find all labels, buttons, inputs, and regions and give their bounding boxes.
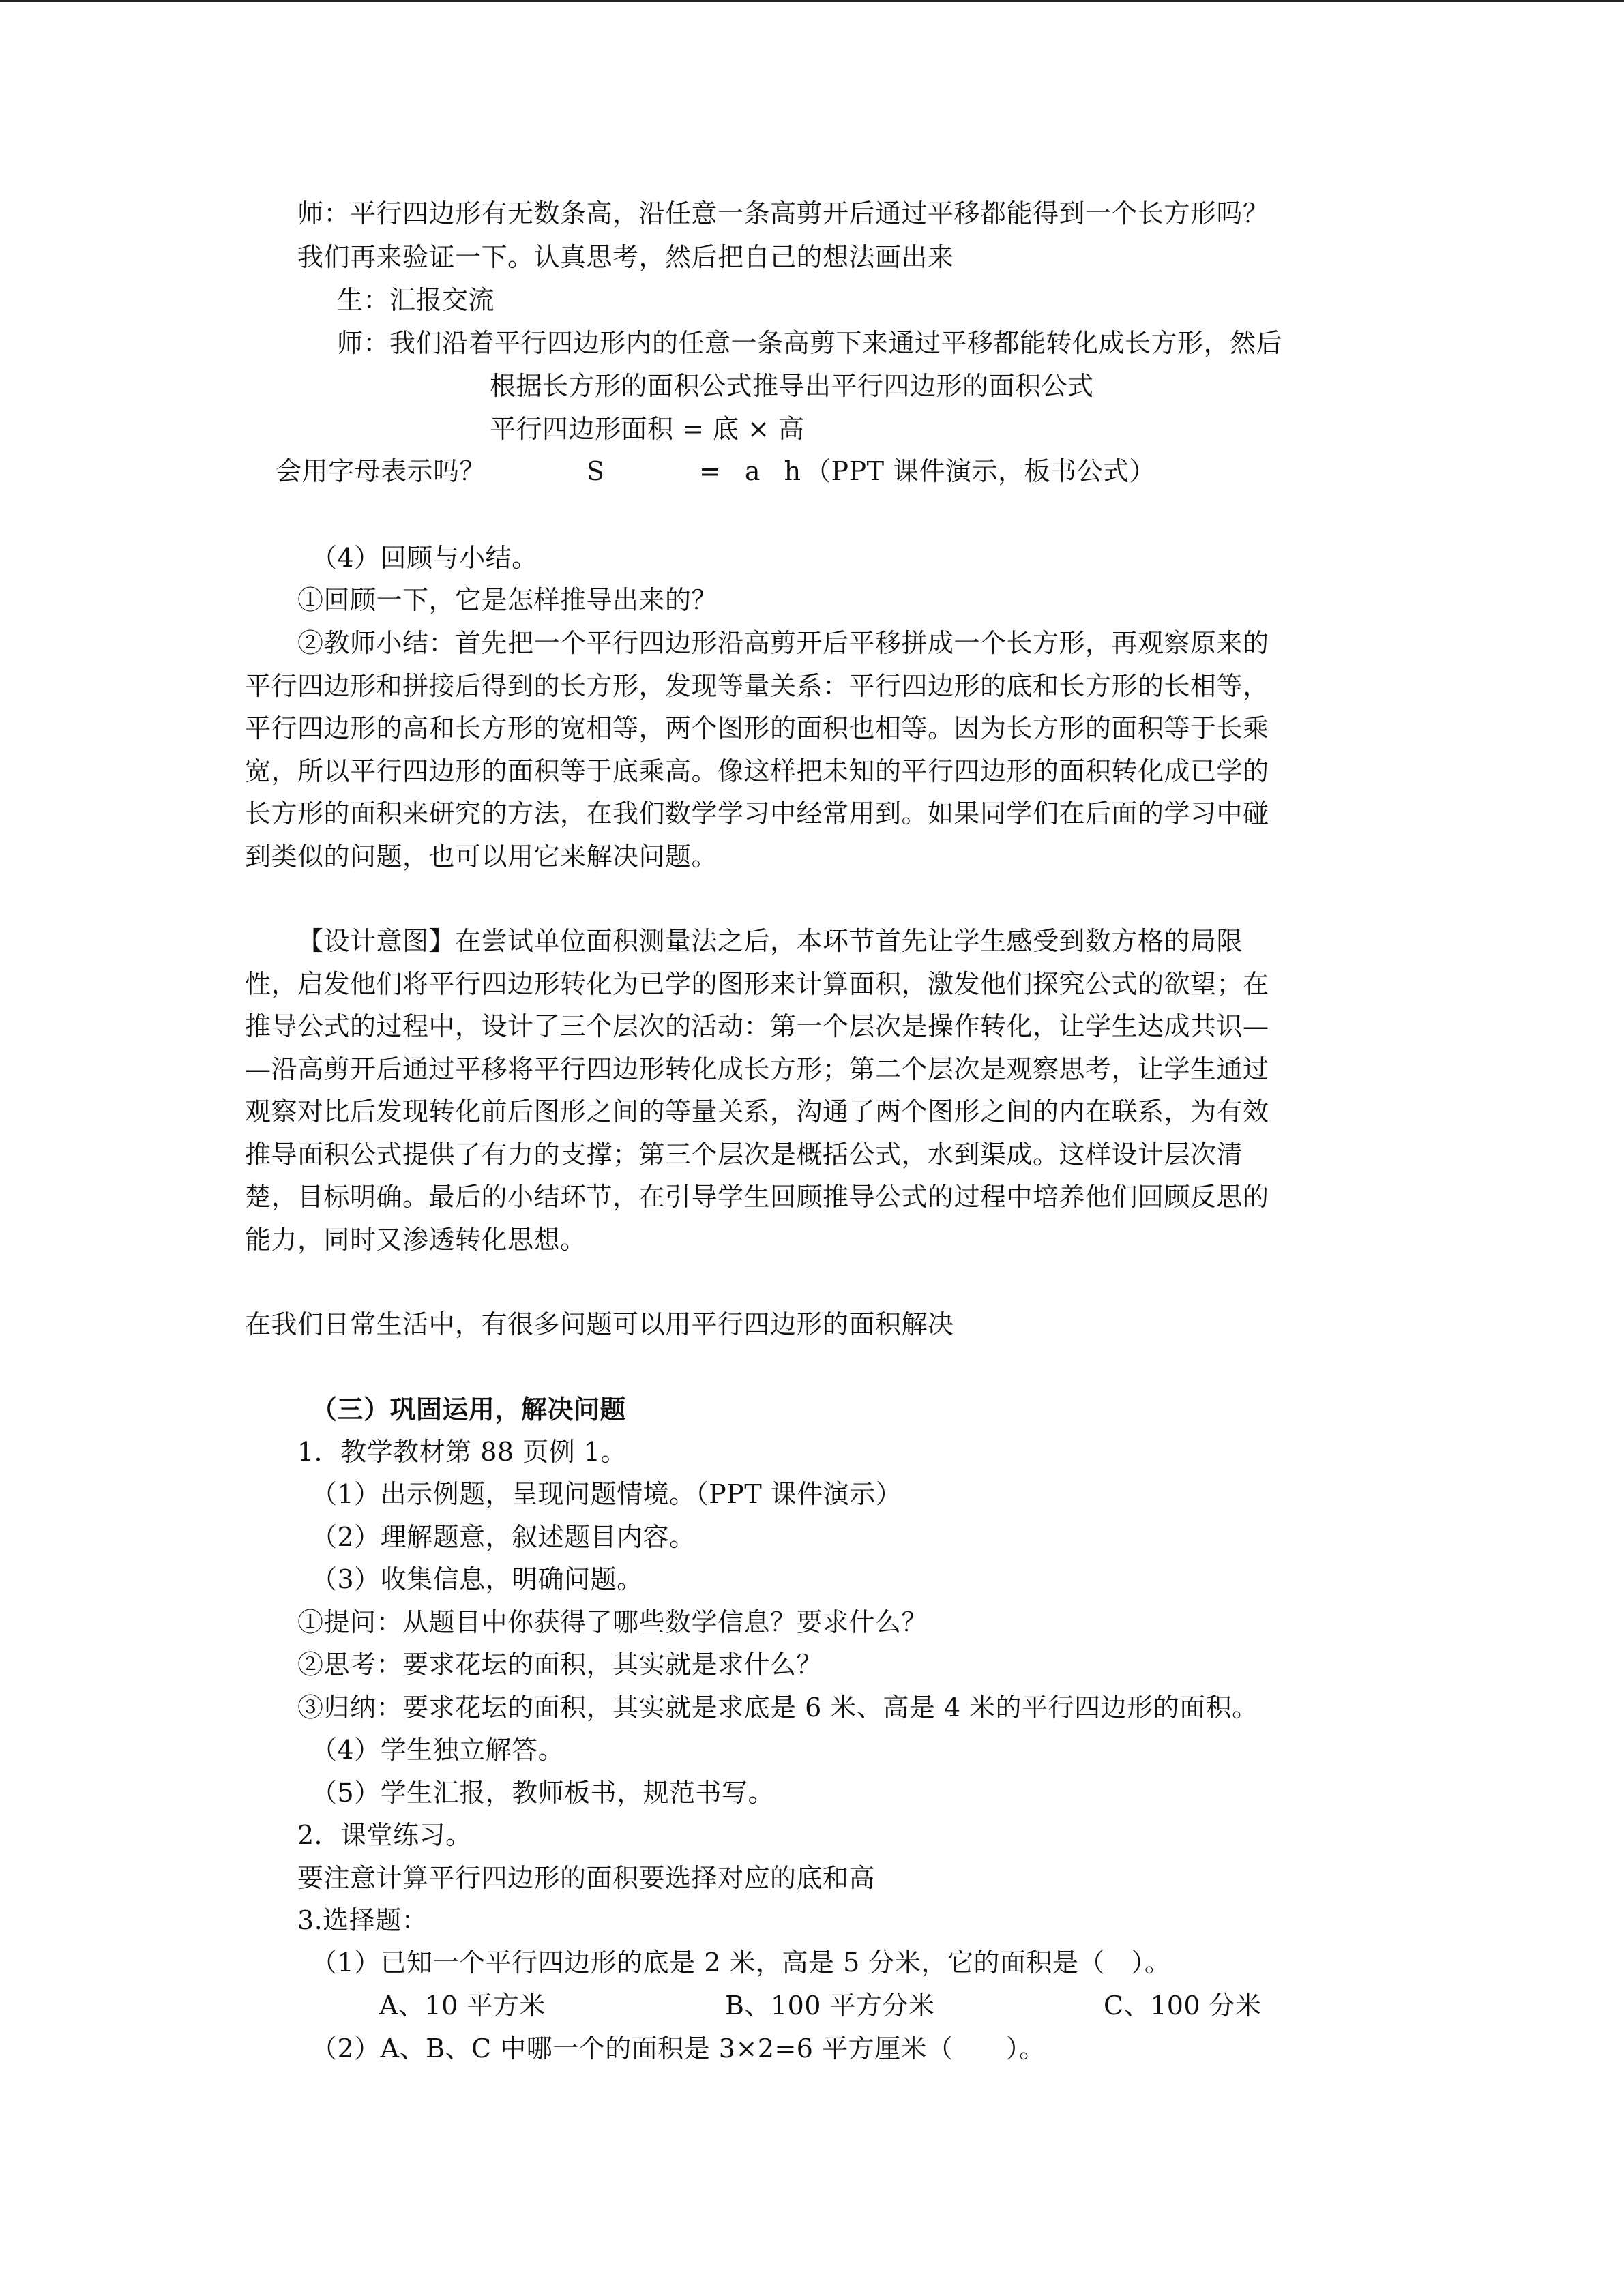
option-a: A、10 平方米 <box>379 1991 546 2021</box>
paragraph-line: 到类似的问题，也可以用它来解决问题。 <box>245 841 718 871</box>
option-c: C、100 分米 <box>1104 1991 1262 2021</box>
text-line: 在我们日常生活中，有很多问题可以用平行四边形的面积解决 <box>245 1309 954 1339</box>
paragraph-line: 宽，所以平行四边形的面积等于底乘高。像这样把未知的平行四边形的面积转化成已学的 <box>245 756 1269 786</box>
formula-question: 会用字母表示吗？ <box>276 456 486 486</box>
question-1: （1）已知一个平行四边形的底是 2 米，高是 5 分米，它的面积是（ ）。 <box>311 1948 1171 1978</box>
paragraph-line: 推导面积公式提供了有力的支撑；第三个层次是概括公式，水到渠成。这样设计层次清 <box>245 1139 1243 1169</box>
paragraph-line: 推导公式的过程中，设计了三个层次的活动：第一个层次是操作转化，让学生达成共识— <box>245 1011 1269 1041</box>
list-item: 要注意计算平行四边形的面积要选择对应的底和高 <box>297 1863 876 1893</box>
text-line: 师：平行四边形有无数条高，沿任意一条高剪开后通过平移都能得到一个长方形吗？ <box>297 198 1269 228</box>
list-item: ③归纳：要求花坛的面积，其实就是求底是 6 米、高是 4 米的平行四边形的面积。 <box>297 1693 1258 1723</box>
paragraph-line: —沿高剪开后通过平移将平行四边形转化成长方形；第二个层次是观察思考，让学生通过 <box>245 1054 1269 1084</box>
paragraph-line: 【设计意图】在尝试单位面积测量法之后，本环节首先让学生感受到数方格的局限 <box>297 926 1243 956</box>
review-heading: （4）回顾与小结。 <box>311 543 538 573</box>
formula-words: 平行四边形面积 = 底 × 高 <box>490 414 805 444</box>
list-item: ②思考：要求花坛的面积，其实就是求什么？ <box>297 1650 823 1680</box>
paragraph-line: 能力，同时又渗透转化思想。 <box>245 1225 587 1255</box>
paragraph-line: 长方形的面积来研究的方法，在我们数学学习中经常用到。如果同学们在后面的学习中碰 <box>245 799 1269 829</box>
formula-letters: = a h <box>699 456 801 486</box>
list-item: （1）出示例题，呈现问题情境。（PPT 课件演示） <box>311 1479 902 1509</box>
question-2: （2）A、B、C 中哪一个的面积是 3×2=6 平方厘米（ ）。 <box>311 2033 1046 2063</box>
text-line: 师：我们沿着平行四边形内的任意一条高剪下来通过平移都能转化成长方形，然后 <box>337 328 1283 358</box>
list-item: （2）理解题意，叙述题目内容。 <box>311 1522 696 1552</box>
list-item: 3.选择题： <box>297 1905 428 1935</box>
paragraph-line: 平行四边形的高和长方形的宽相等，两个图形的面积也相等。因为长方形的面积等于长乘 <box>245 713 1269 743</box>
list-item: 1．教学教材第 88 页例 1。 <box>297 1437 627 1467</box>
text-line: 根据长方形的面积公式推导出平行四边形的面积公式 <box>490 371 1094 401</box>
formula-note: （PPT 课件演示，板书公式） <box>805 456 1156 486</box>
option-b: B、100 平方分米 <box>725 1991 935 2021</box>
list-item: （3）收集信息，明确问题。 <box>311 1564 643 1594</box>
paragraph-line: 观察对比后发现转化前后图形之间的等量关系，沟通了两个图形之间的内在联系，为有效 <box>245 1097 1269 1127</box>
paragraph-line: 楚，目标明确。最后的小结环节，在引导学生回顾推导公式的过程中培养他们回顾反思的 <box>245 1182 1269 1212</box>
section-title: （三）巩固运用，解决问题 <box>311 1394 627 1425</box>
list-item: （5）学生汇报，教师板书，规范书写。 <box>311 1778 775 1808</box>
list-item: （4）学生独立解答。 <box>311 1735 565 1765</box>
review-question: ①回顾一下，它是怎样推导出来的？ <box>297 585 718 615</box>
paragraph-line: ②教师小结：首先把一个平行四边形沿高剪开后平移拼成一个长方形，再观察原来的 <box>297 628 1269 658</box>
top-border <box>0 0 1624 2</box>
paragraph-line: 性，启发他们将平行四边形转化为已学的图形来计算面积，激发他们探究公式的欲望；在 <box>245 969 1269 999</box>
text-line: 我们再来验证一下。认真思考，然后把自己的想法画出来 <box>297 242 954 272</box>
formula-s: S <box>587 456 605 486</box>
list-item: ①提问：从题目中你获得了哪些数学信息？要求什么？ <box>297 1607 928 1637</box>
list-item: 2．课堂练习。 <box>297 1820 472 1850</box>
text-line: 生：汇报交流 <box>337 285 495 315</box>
paragraph-line: 平行四边形和拼接后得到的长方形，发现等量关系：平行四边形的底和长方形的长相等， <box>245 671 1269 701</box>
